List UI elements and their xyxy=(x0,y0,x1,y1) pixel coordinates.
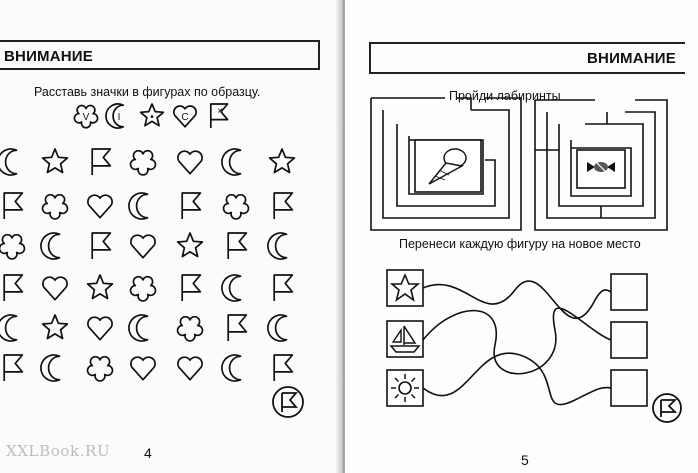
grid-heart-icon xyxy=(88,317,112,340)
grid-moon-icon xyxy=(129,193,148,219)
grid-flag-icon xyxy=(274,193,292,219)
grid-star-icon xyxy=(43,315,68,339)
left-page-number: 4 xyxy=(144,445,152,461)
sample-row xyxy=(74,104,227,128)
grid-flower-icon xyxy=(178,317,203,341)
right-worksheet xyxy=(345,0,698,473)
target-box-1 xyxy=(611,274,647,310)
star-icon xyxy=(392,275,418,300)
grid-flag-icon xyxy=(228,233,246,259)
sample-sign-label: × xyxy=(217,106,223,117)
right-page-number: 5 xyxy=(521,452,529,468)
flag-badge-icon xyxy=(273,387,303,417)
shape-grid xyxy=(0,149,294,381)
grid-moon-icon xyxy=(268,233,287,259)
sample-sign-label: • xyxy=(150,112,154,123)
grid-moon-icon xyxy=(222,355,241,381)
grid-moon-icon xyxy=(0,149,17,175)
grid-flower-icon xyxy=(131,151,156,175)
path-line-1 xyxy=(423,281,611,318)
grid-flag-icon xyxy=(92,149,110,175)
left-header-title: ВНИМАНИЕ xyxy=(4,48,93,65)
grid-flag-icon xyxy=(228,315,246,341)
grid-heart-icon xyxy=(43,277,67,300)
grid-flower-icon xyxy=(224,195,249,219)
left-page xyxy=(0,0,340,473)
grid-flag-icon xyxy=(4,193,22,219)
grid-flag-icon xyxy=(4,275,22,301)
grid-flower-icon xyxy=(88,357,113,381)
grid-star-icon xyxy=(43,149,68,173)
sample-sign-label: C xyxy=(181,112,189,123)
target-box-2 xyxy=(611,322,647,358)
grid-moon-icon xyxy=(268,315,287,341)
grid-moon-icon xyxy=(41,233,60,259)
left-worksheet xyxy=(0,0,340,473)
grid-flower-icon xyxy=(0,235,24,259)
grid-flag-icon xyxy=(182,275,200,301)
right-header-title: ВНИМАНИЕ xyxy=(587,50,676,67)
grid-heart-icon xyxy=(131,357,155,380)
grid-flower-icon xyxy=(43,195,68,219)
transfer-title: Перенеси каждую фигуру на новое место xyxy=(399,237,641,251)
candy-icon xyxy=(577,150,625,188)
grid-moon-icon xyxy=(41,355,60,381)
sailboat-icon xyxy=(391,326,419,352)
grid-moon-icon xyxy=(222,149,241,175)
sample-sign-label: V xyxy=(82,112,90,123)
grid-moon-icon xyxy=(222,275,241,301)
grid-flag-icon xyxy=(274,355,292,381)
sun-icon xyxy=(391,374,419,402)
ice-cream-icon xyxy=(415,140,481,192)
maze-title: Пройди лабиринты xyxy=(449,89,561,103)
grid-heart-icon xyxy=(88,195,112,218)
grid-heart-icon xyxy=(178,151,202,174)
grid-flag-icon xyxy=(92,233,110,259)
grid-moon-icon xyxy=(129,315,148,341)
sample-sign-label: I xyxy=(117,112,121,123)
grid-flower-icon xyxy=(131,277,156,301)
target-box-3 xyxy=(611,370,647,406)
grid-heart-icon xyxy=(131,235,155,258)
grid-flag-icon xyxy=(4,355,22,381)
left-instruction: Расставь значки в фигурах по образцу. xyxy=(34,85,261,99)
path-line-3 xyxy=(423,353,611,405)
flag-badge-icon xyxy=(653,394,681,422)
right-page xyxy=(345,0,698,473)
watermark: XXLBook.RU xyxy=(6,442,111,460)
sample-moon-icon xyxy=(106,104,123,128)
path-line-2 xyxy=(423,308,611,374)
grid-star-icon xyxy=(270,149,295,173)
grid-moon-icon xyxy=(0,315,17,341)
grid-star-icon xyxy=(88,275,113,299)
grid-heart-icon xyxy=(178,357,202,380)
grid-flag-icon xyxy=(274,275,292,301)
grid-star-icon xyxy=(178,233,203,257)
grid-flag-icon xyxy=(182,193,200,219)
